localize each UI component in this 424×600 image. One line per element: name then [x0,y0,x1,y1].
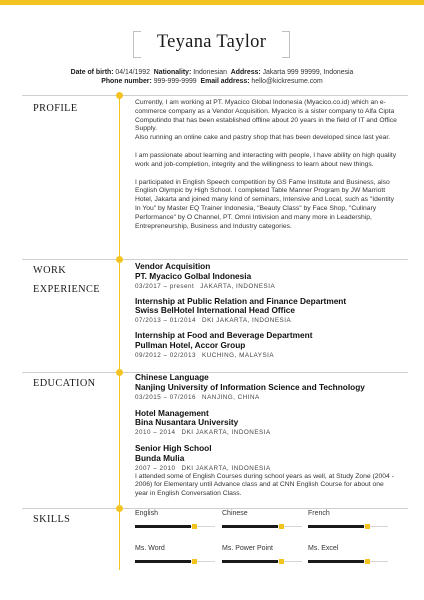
skill-level-bar [222,525,302,528]
education-meta [135,464,397,473]
timeline-dot [116,256,123,263]
nationality-label: Nationality: [153,69,192,76]
section-divider [22,259,408,260]
job-dates: 09/2012 – 02/2013 [135,351,197,359]
profile-section [135,99,397,231]
address-label: Address: [230,69,261,76]
skill-label: Ms. Power Point [222,545,273,552]
phone-value: 999-999-9999 [153,78,197,85]
email-label: Email address: [200,78,250,85]
job-meta [135,351,397,360]
education-heading: EDUCATION [33,378,96,389]
profile-heading: PROFILE [33,103,78,114]
profile-paragraph: Currently, I am working at PT. Myacico Global Indonesia (Myacico.co.id) which an e-commerce company as a Vendor Acquisition. Myacico is a sister company to Alfa Cipta Computindo that has been established offline about 20 years in the field of IT and Office Supply. [135,99,397,133]
skill-level-bar [308,560,388,563]
address-value: Jakarta 999 99999, Indonesia [262,69,354,76]
job-location: KUCHING, MALAYSIA [202,351,275,359]
education-entry [135,373,397,402]
skill-item [222,545,302,552]
education-section [135,373,397,499]
top-accent-bar [0,0,424,5]
job-entry [135,297,397,326]
email-value[interactable]: hello@kickresume.com [251,78,323,85]
education-field: Senior High School [135,443,212,454]
education-entry [135,409,397,438]
phone-label: Phone number: [101,78,152,85]
education-location: DKI JAKARTA, INDONESIA [181,464,271,472]
skill-label: French [308,510,330,517]
work-heading [33,261,100,299]
dob-label: Date of birth: [70,69,114,76]
job-entry [135,331,397,360]
skill-level-bar [308,525,388,528]
education-meta [135,428,397,437]
job-dates: 07/2013 – 01/2014 [135,317,197,325]
education-description: I attended some of English Courses during school years as well, at Study Zone (2004 - 2006) for Elementary until Advance class and at CNN English Course for about one year in English Conversation Class. [135,472,394,497]
work-heading-line1: WORK [33,265,67,276]
education-field: Chinese Language [135,372,209,382]
skill-label: English [135,510,158,517]
education-location: NANJING, CHINA [202,393,260,401]
timeline-dot [116,92,123,99]
skill-level-bar [222,560,302,563]
education-dates: 2007 – 2010 [135,464,176,472]
skill-item [308,510,388,517]
education-school: Bina Nusantara University [135,417,239,428]
nationality-value: Indonesian [193,69,227,76]
work-heading-line2: EXPERIENCE [33,284,100,295]
contact-line-2 [0,78,424,85]
education-school: Bunda Mulia [135,452,185,463]
job-location: JAKARTA, INDONESIA [200,282,276,290]
timeline-line [119,95,120,570]
name-header [133,31,290,58]
profile-paragraph: Also running an online cake and pastry shop that has been developed since last year. [135,134,391,142]
education-school: Nanjing University of Information Science and Technology [135,381,365,392]
skill-item [222,510,302,517]
contact-line-1 [0,69,424,76]
profile-paragraph: I participated in English Speech competition by GS Fame Institute and Business, also English Olympic by High School. I completed Table Manner Program by JW Marriott Hotel, Jakarta and joined many kind of seminars, Intensive and Local, such as "Identity In You" by Master EQ Trainer Indonesia, "Beauty Class" by Face Shop, "Culinary Performance" by O Channel, PT. Omni Intivision and many more in Leadership, Entrepreneurship, Business and Industry categories. [135,178,395,230]
education-entry [135,444,397,498]
skill-label: Ms. Word [135,545,165,552]
job-company: Pullman Hotel, Accor Group [135,339,246,350]
job-entry [135,262,397,291]
job-meta [135,282,397,291]
section-divider [22,508,408,509]
timeline-dot [116,369,123,376]
section-divider [22,95,408,96]
job-title: Internship at Food and Beverage Department [135,330,313,341]
education-location: DKI JAKARTA, INDONESIA [181,429,271,437]
skill-item [135,545,215,552]
education-meta [135,393,397,402]
job-location: DKI JAKARTA, INDONESIA [202,317,292,325]
job-meta [135,316,397,325]
skill-label: Chinese [222,510,248,517]
skills-heading: SKILLS [33,514,71,525]
candidate-name: Teyana Taylor [156,32,267,52]
education-dates: 2010 – 2014 [135,429,176,437]
job-company: PT. Myacico Golbal Indonesia [135,270,252,281]
job-title: Internship at Public Relation and Finance Department [135,295,347,306]
job-title: Vendor Acquisition [135,261,211,271]
job-dates: 03/2017 – present [135,282,195,290]
skill-label: Ms. Excel [308,545,339,552]
dob-value: 04/14/1992 [115,69,150,76]
education-dates: 03/2015 – 07/2016 [135,393,197,401]
work-section [135,262,397,360]
timeline-dot [116,505,123,512]
job-company: Swiss BelHotel International Head Office [135,305,295,316]
skill-item [135,510,215,517]
skill-level-bar [135,560,215,563]
skill-level-bar [135,525,215,528]
profile-paragraph: I am passionate about learning and interacting with people, I have ability on high quality work and job-completion, integrity and the willingness to learn about new things. [135,151,397,168]
education-field: Hotel Management [135,407,209,418]
skill-item [308,545,388,552]
